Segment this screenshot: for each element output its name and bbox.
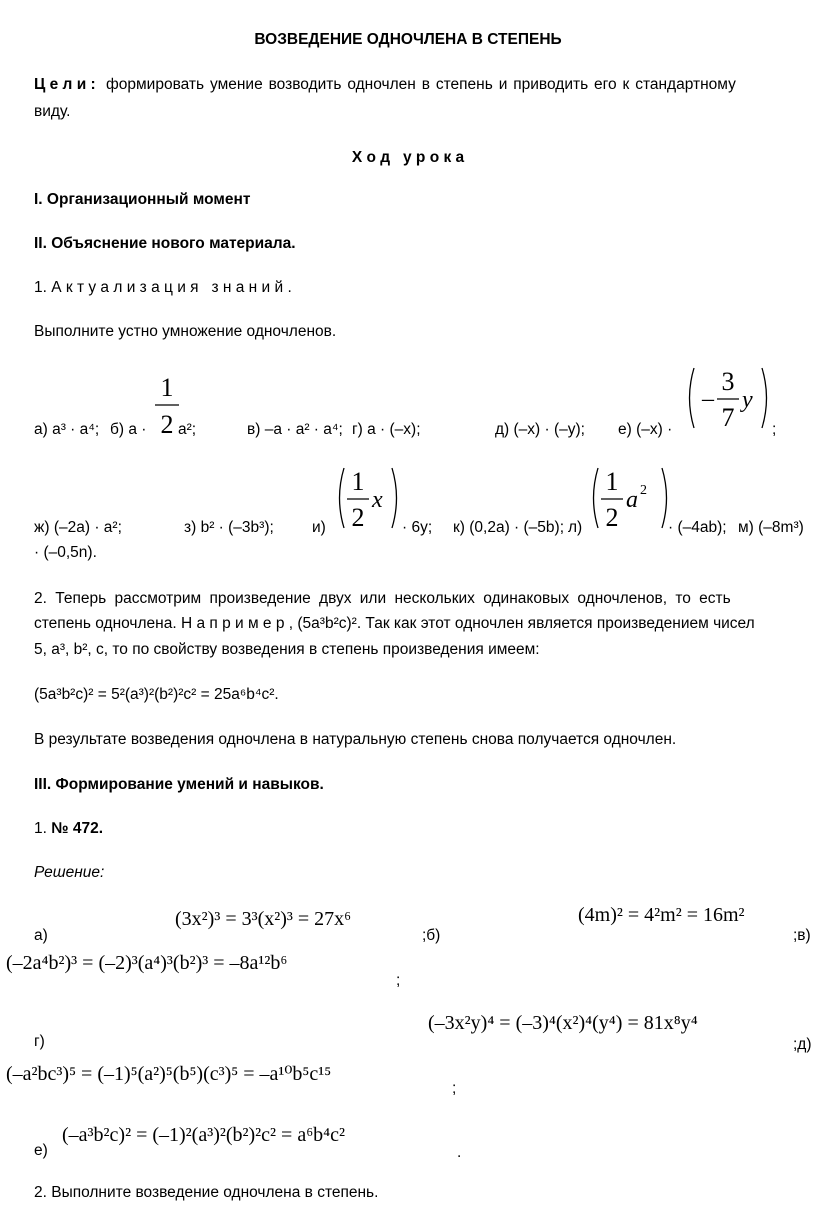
page-title: ВОЗВЕДЕНИЕ ОДНОЧЛЕНА В СТЕПЕНЬ xyxy=(254,31,562,48)
solution-d-equation: (–a²bc³)⁵ = (–1)⁵(a²)⁵(b⁵)(c³)⁵ = –a¹⁰b⁵c¹⁵ xyxy=(6,1063,332,1085)
exercise-m: м) (–8m³) xyxy=(738,519,804,536)
solution-b-equation: (4m)² = 4²m² = 16m² xyxy=(578,904,745,926)
solution-e-label: е) xyxy=(34,1142,48,1159)
right-paren xyxy=(762,368,767,428)
fraction-i-den: 2 xyxy=(351,503,365,532)
minus-sign: – xyxy=(702,386,714,412)
goals-text-cont: виду. xyxy=(34,103,71,120)
fraction-i-num: 1 xyxy=(351,467,365,496)
exercise-l-tail: · (–4ab); xyxy=(668,519,727,536)
exercise-l: л) xyxy=(568,519,583,536)
section-heading-3: III. Формирование умений и навыков. xyxy=(34,776,324,793)
exercise-label: № 472. xyxy=(51,820,104,837)
fraction-i-var: x xyxy=(372,487,383,513)
exercise-number-line xyxy=(34,820,103,838)
solution-g-tail: ;д) xyxy=(793,1036,812,1053)
exercise-m-cont: · (–0,5n). xyxy=(34,544,97,561)
exercise-g: г) a · (–x); xyxy=(352,421,421,438)
left-paren xyxy=(690,368,695,428)
solution-v-equation: (–2a⁴b²)³ = (–2)³(a⁴)³(b²)³ = –8a¹²b⁶ xyxy=(6,952,288,974)
fraction-e-num: 3 xyxy=(721,367,735,396)
para2-line2: степень одночлена. Н а п р и м е р , (5a³b²c)². Так как этот одночлен является произведением чисел xyxy=(34,615,755,632)
solution-a-equation: (3x²)³ = 3³(x²)³ = 27x⁶ xyxy=(175,908,352,930)
exercise-k: к) (0,2a) · (–5b); xyxy=(453,519,565,536)
solution-a-label: а) xyxy=(34,927,48,944)
task-oral: Выполните устно умножение одночленов. xyxy=(34,323,337,340)
task2-text: 2. Выполните возведение одночлена в степень. xyxy=(34,1184,379,1201)
fraction-l-var: a xyxy=(626,487,638,513)
goals-line xyxy=(34,76,736,94)
fraction-e-den: 7 xyxy=(721,403,735,432)
section-heading-2: II. Объяснение нового материала. xyxy=(34,235,296,252)
solution-b-tail: ;в) xyxy=(793,927,811,944)
exercise-zh: ж) (–2a) · a²; xyxy=(34,519,122,536)
item-actualization: 1. А к т у а л и з а ц и я з н а н и й . xyxy=(34,279,292,296)
fraction-l-num: 1 xyxy=(605,467,619,496)
fraction-l-den: 2 xyxy=(605,503,619,532)
para2-line1: 2. Теперь рассмотрим произведение двух или нескольких одинаковых одночленов, то есть xyxy=(34,590,731,607)
solution-e-tail: . xyxy=(457,1144,462,1161)
exercise-b-tail: a²; xyxy=(178,421,197,438)
exercise-d: д) (–x) · (–y); xyxy=(495,421,585,438)
fraction-e-group xyxy=(684,362,772,434)
left-paren xyxy=(594,468,599,528)
goals-text: формировать умение возводить одночлен в степень и приводить его к стандартному xyxy=(106,76,736,93)
solution-v-tail: ; xyxy=(396,972,401,989)
exercise-e-tail: ; xyxy=(772,421,777,438)
formula-example: (5a³b²c)² = 5²(a³)²(b²)²c² = 25a⁶b⁴c². xyxy=(34,686,279,703)
exercise-v: в) –a · a² · a⁴; xyxy=(247,421,343,438)
solution-a-tail: ;б) xyxy=(422,927,441,944)
goals-label: Ц е л и : xyxy=(34,76,96,93)
solution-d-tail: ; xyxy=(452,1080,457,1097)
fraction-i-group xyxy=(334,462,404,534)
para2-line3: 5, a³, b², c, то по свойству возведения в степень произведения имеем: xyxy=(34,641,540,658)
fraction-l-exp: 2 xyxy=(640,483,647,498)
fraction-b-num: 1 xyxy=(160,373,174,402)
fraction-b-den: 2 xyxy=(160,410,174,438)
fraction-l-group xyxy=(588,462,674,534)
lesson-heading: Х о д у р о к а xyxy=(351,149,465,166)
exercise-i: и) xyxy=(312,519,326,536)
right-paren xyxy=(392,468,397,528)
exercise-i-tail: · 6y; xyxy=(402,519,433,536)
fraction-e-var: y xyxy=(742,387,753,413)
exercise-b: б) a · xyxy=(110,421,147,438)
solution-g-equation: (–3x²y)⁴ = (–3)⁴(x²)⁴(y⁴) = 81x⁸y⁴ xyxy=(428,1012,698,1034)
section-heading-1: I. Организационный момент xyxy=(34,191,251,208)
exercise-a: а) a³ · a⁴; xyxy=(34,421,100,438)
exercise-e: е) (–x) · xyxy=(618,421,673,438)
exercise-index: 1. xyxy=(34,820,47,837)
result-text: В результате возведения одночлена в натуральную степень снова получается одночлен. xyxy=(34,731,677,748)
exercise-z: з) b² · (–3b³); xyxy=(184,519,274,536)
left-paren xyxy=(340,468,345,528)
right-paren xyxy=(662,468,667,528)
solution-e-equation: (–a³b²c)² = (–1)²(a³)²(b²)²c² = a⁶b⁴c² xyxy=(62,1124,346,1146)
solution-g-label: г) xyxy=(34,1033,45,1050)
solution-label: Решение: xyxy=(34,864,105,881)
